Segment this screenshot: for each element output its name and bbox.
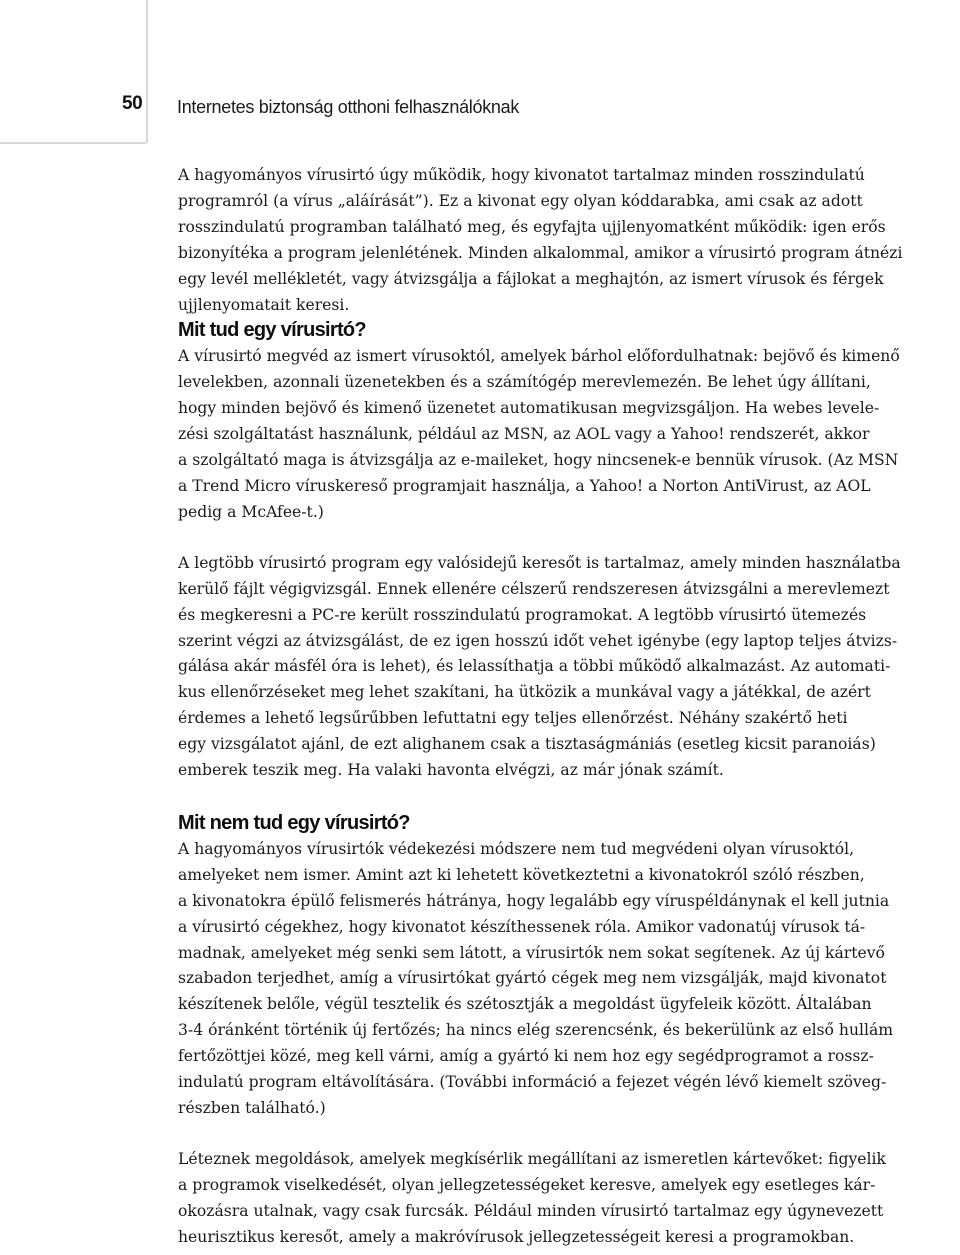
text-line: amelyeket nem ismer. Amint azt ki lehetett következtetni a kivonatokról szóló részben, [178, 865, 865, 884]
header-vertical-rule [146, 0, 148, 143]
text-line: fertőzöttjei közé, meg kell várni, amíg a gyártó ki nem hoz egy segédprogramot a rossz- [178, 1047, 874, 1066]
text-line: madnak, amelyeket még senki sem látott, a vírusirtók nem sokat segítenek. Az új kártevő [178, 943, 885, 962]
text-line: pedig a McAfee-t.) [178, 502, 324, 521]
text-line: érdemes a lehető legsűrűbben lefuttatni egy teljes ellenőrzést. Néhány szakértő heti [178, 709, 848, 728]
text-line: készítenek belőle, végül tesztelik és szétosztják a megoldást ügyfeleik között. Általában [178, 995, 872, 1014]
text-line: gálása akár másfél óra is lehet), és lelassíthatja a többi működő alkalmazást. Az automati- [178, 657, 891, 676]
text-line: Léteznek megoldások, amelyek megkísérlik megállítani az ismeretlen kártevőket: figyelik [178, 1149, 886, 1168]
text-line: 3-4 óránként történik új fertőzés; ha nincs elég szerencsénk, és bekerülünk az első hullám [178, 1021, 894, 1040]
text-line: levelekben, azonnali üzenetekben és a számítógép merevlemezén. Be lehet úgy állítani, [178, 373, 871, 392]
text-line: kus ellenőrzéseket meg lehet szakítani, ha ütközik a munkával vagy a játékkal, de azért [178, 683, 871, 702]
text-line: a Trend Micro víruskereső programjait használja, a Yahoo! a Norton AntiVirust, az AOL [178, 476, 871, 495]
section-heading-what-it-cannot-do: Mit nem tud egy vírusirtó? [178, 811, 410, 834]
text-line: szerint végzi az átvizsgálást, de ez igen hosszú időt vehet igénybe (egy laptop teljes átvizs- [178, 631, 898, 650]
text-line: A vírusirtó megvéd az ismert vírusoktól, amelyek bárhol előfordulhatnak: bejövő és kimenő [178, 347, 900, 366]
text-line: a programok viselkedését, olyan jellegzetességeket keresve, amelyek egy esetleges kár- [178, 1175, 876, 1194]
section-1-paragraph-1 [178, 344, 958, 525]
running-head: Internetes biztonság otthoni felhasználóknak [177, 97, 520, 117]
text-line: a vírusirtó cégekhez, hogy kivonatot készíthessenek róla. Amikor vadonatúj vírusok tá- [178, 917, 866, 936]
text-line: egy levél mellékletét, vagy átvizsgálja a fájlokat a meghajtón, az ismert vírusok és férgek [178, 269, 884, 288]
section-2-paragraph-1 [178, 837, 958, 1122]
text-line: A hagyományos vírusirtók védekezési módszere nem tud megvédeni olyan vírusoktól, [178, 839, 855, 858]
text-line: programról (a vírus „aláírását”). Ez a kivonat egy olyan kóddarabka, ami csak az adott [178, 191, 863, 210]
text-line: okozásra utalnak, vagy csak furcsák. Például minden vírusirtó tartalmaz egy úgynevezett [178, 1201, 884, 1220]
section-2-paragraph-2 [178, 1147, 958, 1251]
text-line: kerülő fájlt végigvizsgál. Ennek ellenére célszerű rendszeresen átvizsgálni a merevlemezt [178, 579, 890, 598]
page-number: 50 [122, 93, 143, 114]
text-line: részben található.) [178, 1099, 326, 1117]
text-line: és megkeresni a PC-re került rosszindulatú programokat. A legtöbb vírusirtó ütemezés [178, 605, 867, 624]
text-line: A hagyományos vírusirtó úgy működik, hogy kivonatot tartalmaz minden rosszindulatú [178, 166, 865, 184]
section-heading-what-it-does: Mit tud egy vírusirtó? [178, 319, 366, 342]
header-horizontal-rule [0, 142, 146, 144]
section-1-paragraph-2 [178, 551, 958, 784]
text-line: heurisztikus keresőt, amely a makróvírusok jellegzetességeit keresi a programokban. [178, 1227, 855, 1246]
text-line: indulatú program eltávolítására. (További információ a fejezet végén lévő kiemelt szöveg- [178, 1073, 887, 1092]
text-line: ujjlenyomatait keresi. [178, 295, 350, 314]
text-line: szabadon terjedhet, amíg a vírusirtókat gyártó cégek meg nem vizsgálják, majd kivonatot [178, 969, 887, 988]
text-line: rosszindulatú programban található meg, és egyfajta ujjlenyomatként működik: igen erős [178, 217, 886, 236]
text-line: A legtöbb vírusirtó program egy valósidejű keresőt is tartalmaz, amely minden használatba [178, 553, 901, 572]
page-body [178, 163, 958, 1251]
text-line: a szolgáltató maga is átvizsgálja az e-maileket, hogy nincsenek-e bennük vírusok. (Az MSN [178, 451, 899, 470]
text-line: emberek teszik meg. Ha valaki havonta elvégzi, az már jónak számít. [178, 761, 724, 780]
text-line: hogy minden bejövő és kimenő üzenetet automatikusan megvizsgáljon. Ha webes levele- [178, 399, 880, 418]
text-line: a kivonatokra épülő felismerés hátránya, hogy legalább egy víruspéldánynak el kell jutnia [178, 891, 890, 910]
text-line: zési szolgáltatást használunk, például az MSN, az AOL vagy a Yahoo! rendszerét, akkor [178, 425, 870, 444]
text-line: bizonyítéka a program jelenlétének. Minden alkalommal, amikor a vírusirtó program átnézi [178, 243, 903, 262]
text-line: egy vizsgálatot ajánl, de ezt alighanem csak a tisztaságmániás (esetleg kicsit paranoiás) [178, 735, 876, 754]
intro-paragraph [178, 163, 958, 318]
